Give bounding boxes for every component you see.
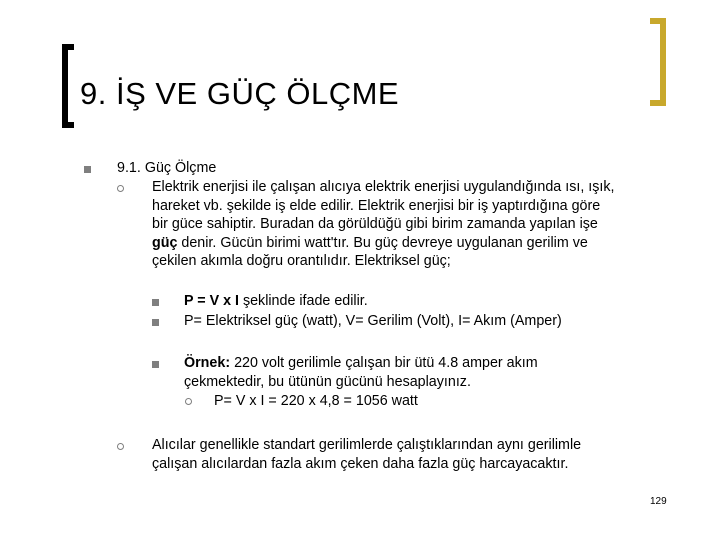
square-bullet-icon xyxy=(84,166,91,173)
paragraph-line-4-text: denir. Gücün birimi watt'tır. Bu güç devreye uygulanan gerilim ve xyxy=(177,234,588,251)
square-bullet-icon xyxy=(152,361,159,368)
circle-bullet-icon xyxy=(117,185,124,192)
example-bold: Örnek: xyxy=(184,355,231,371)
left-bracket xyxy=(62,44,74,128)
closing-line-1: Alıcılar genellikle standart gerilimlerde çalıştıklarından aynı gerilimle xyxy=(152,437,582,453)
circle-bullet-icon xyxy=(185,398,192,405)
formula-bold: P = V x I xyxy=(184,293,239,309)
section-heading: 9.1. Güç Ölçme xyxy=(117,160,217,176)
example-solution: P= V x I = 220 x 4,8 = 1056 watt xyxy=(214,393,418,409)
formula-line xyxy=(184,292,368,311)
formula-rest: şeklinde ifade edilir. xyxy=(238,293,368,309)
example-line-1-rest: 220 volt gerilimle çalışan bir ütü 4.8 amper akım xyxy=(230,355,538,371)
paragraph-line-1: Elektrik enerjisi ile çalışan alıcıya elektrik enerjisi uygulandığında ısı, ışık, xyxy=(152,179,615,195)
example-line-1 xyxy=(184,354,538,373)
paragraph-line-2: hareket vb. şekilde iş elde edilir. Elektrik enerjisi bir iş yaptırdığına göre xyxy=(152,197,601,214)
paragraph-line-3: bir güce sahiptir. Buradan da görüldüğü gibi birim zamanda yapılan işe xyxy=(152,216,598,232)
square-bullet-icon xyxy=(152,299,159,306)
square-bullet-icon xyxy=(152,319,159,326)
paragraph-bold-word: güç xyxy=(152,234,178,251)
closing-line-2: çalışan alıcılardan fazla akım çeken daha fazla güç harcayacaktır. xyxy=(152,456,569,472)
paragraph-line-5: çekilen akımla doğru orantılıdır. Elektriksel güç; xyxy=(152,253,451,269)
example-line-2: çekmektedir, bu ütünün gücünü hesaplayınız. xyxy=(184,374,471,390)
page-number: 129 xyxy=(650,496,667,507)
circle-bullet-icon xyxy=(117,443,124,450)
right-bracket xyxy=(650,18,666,106)
formula-legend: P= Elektriksel güç (watt), V= Gerilim (Volt), I= Akım (Amper) xyxy=(184,313,562,329)
slide-title: 9. İŞ VE GÜÇ ÖLÇME xyxy=(80,76,400,111)
paragraph-line-4 xyxy=(152,234,588,253)
